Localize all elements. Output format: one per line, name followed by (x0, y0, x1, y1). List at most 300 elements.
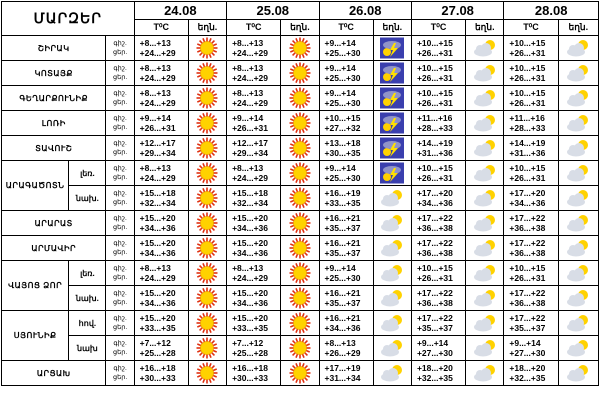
temperature-cell (504, 211, 558, 236)
day-temperature: +25...+30 (324, 98, 361, 108)
day-temperature: +32...+34 (232, 198, 268, 208)
temperature-cell (134, 61, 188, 86)
region-name: ԱՐՄԱՎԻՐ (2, 236, 106, 261)
temperature-cell (319, 236, 373, 261)
sun-icon (192, 287, 222, 309)
day-temperature: +27...+32 (324, 123, 361, 133)
day-temperature: +25...+28 (139, 348, 176, 358)
temperature-cell (411, 261, 465, 286)
weather-column-header: եղն. (281, 20, 319, 36)
weather-icon-cell (373, 236, 411, 261)
night-temperature: +10...+15 (416, 88, 453, 98)
night-temperature: +9...+14 (324, 263, 356, 273)
temperature-cell (411, 86, 465, 111)
temperature-cell (319, 311, 373, 336)
day-label: ցեր. (112, 274, 128, 281)
region-name: ՍՅՈՒՆԻՔ (2, 311, 69, 361)
sun-icon (192, 137, 222, 159)
day-temperature: +36...+38 (509, 298, 546, 308)
night-label: գիշ. (113, 40, 127, 47)
day-temperature: +31...+36 (416, 148, 453, 158)
temperature-cell (504, 261, 558, 286)
day-temperature: +24...+29 (232, 73, 268, 83)
night-temperature: +17...+20 (416, 188, 453, 198)
temperature-cell (504, 361, 558, 386)
night-label: գիշ. (113, 290, 127, 297)
weather-column-header: եղն. (466, 20, 504, 36)
sun-icon (192, 87, 222, 109)
weather-icon-cell (558, 361, 598, 386)
region-name: ԼՈՌԻ (2, 111, 106, 136)
forecast-row (2, 136, 599, 161)
partly-cloudy-icon (563, 37, 593, 59)
day-temperature: +32...+35 (509, 373, 546, 383)
night-temperature: +7...+12 (139, 338, 171, 348)
night-temperature: +14...+19 (416, 138, 453, 148)
day-temperature: +24...+29 (139, 48, 176, 58)
partly-cloudy-icon (563, 162, 593, 184)
partly-cloudy-icon (563, 112, 593, 134)
night-temperature: +15...+20 (139, 213, 176, 223)
day-night-labels (106, 361, 134, 386)
weather-icon-cell (373, 211, 411, 236)
weather-column-header: եղն. (373, 20, 411, 36)
night-temperature: +16...+21 (324, 213, 361, 223)
temperature-cell (319, 211, 373, 236)
day-night-labels (106, 161, 134, 186)
day-temperature: +27...+30 (509, 348, 546, 358)
day-temperature: +36...+38 (416, 298, 453, 308)
night-temperature: +15...+20 (232, 313, 268, 323)
night-temperature: +16...+21 (324, 288, 361, 298)
day-temperature: +34...+36 (232, 298, 268, 308)
night-temperature: +8...+13 (139, 263, 171, 273)
weather-icon-cell (188, 311, 226, 336)
weather-icon-cell (466, 286, 504, 311)
day-night-labels (106, 286, 134, 311)
temperature-cell (504, 236, 558, 261)
night-temperature: +17...+22 (509, 238, 546, 248)
weather-icon-cell (281, 236, 319, 261)
weather-icon-cell (373, 86, 411, 111)
night-label: գիշ. (113, 315, 127, 322)
day-night-labels (106, 311, 134, 336)
weather-icon-cell (281, 86, 319, 111)
day-temperature: +33...+35 (324, 198, 361, 208)
partly-cloudy-icon (377, 212, 407, 234)
night-temperature: +8...+13 (232, 163, 264, 173)
sun-icon (285, 237, 315, 259)
day-temperature: +24...+29 (232, 273, 268, 283)
night-temperature: +12...+17 (139, 138, 176, 148)
thunderstorm-icon (377, 87, 407, 109)
night-temperature: +17...+22 (416, 238, 453, 248)
sun-icon (192, 337, 222, 359)
weather-icon-cell (281, 311, 319, 336)
partly-cloudy-icon (470, 237, 500, 259)
weather-icon-cell (558, 36, 598, 61)
temperature-cell (134, 336, 188, 361)
day-temperature: +34...+36 (509, 198, 546, 208)
night-label: գիշ. (113, 215, 127, 222)
region-name: ԳԵՂԱՐՔՈՒՆԻՔ (2, 86, 106, 111)
day-temperature: +32...+34 (139, 198, 176, 208)
day-night-labels (106, 261, 134, 286)
temperature-cell (227, 286, 281, 311)
day-temperature: +34...+36 (324, 323, 361, 333)
weather-icon-cell (188, 61, 226, 86)
day-label: ցեր. (112, 149, 128, 156)
partly-cloudy-icon (470, 337, 500, 359)
weather-icon-cell (281, 186, 319, 211)
night-label: գիշ. (113, 65, 127, 72)
temperature-cell (411, 186, 465, 211)
temperature-cell (134, 111, 188, 136)
temperature-cell (134, 86, 188, 111)
day-label: ցեր. (112, 174, 128, 181)
night-temperature: +8...+13 (232, 263, 264, 273)
temperature-cell (319, 261, 373, 286)
weather-icon-cell (281, 361, 319, 386)
day-label: ցեր. (112, 199, 128, 206)
day-temperature: +24...+29 (139, 173, 176, 183)
weather-icon-cell (373, 111, 411, 136)
temperature-cell (227, 86, 281, 111)
partly-cloudy-icon (377, 237, 407, 259)
temperature-cell (504, 286, 558, 311)
night-temperature: +9...+14 (509, 338, 541, 348)
day-temperature: +25...+30 (324, 48, 361, 58)
night-temperature: +15...+18 (139, 188, 176, 198)
partly-cloudy-icon (470, 87, 500, 109)
night-temperature: +13...+18 (324, 138, 361, 148)
night-temperature: +8...+13 (139, 163, 171, 173)
temperature-cell (227, 186, 281, 211)
partly-cloudy-icon (377, 287, 407, 309)
partly-cloudy-icon (563, 212, 593, 234)
weather-icon-cell (558, 286, 598, 311)
temperature-cell (319, 86, 373, 111)
night-temperature: +16...+18 (232, 363, 268, 373)
day-label: ցեր. (112, 49, 128, 56)
day-temperature: +35...+37 (324, 248, 361, 258)
sun-icon (192, 262, 222, 284)
date-header: 25.08 (227, 2, 319, 20)
temperature-cell (134, 261, 188, 286)
day-temperature: +34...+36 (139, 298, 176, 308)
weather-icon-cell (466, 111, 504, 136)
weather-icon-cell (558, 111, 598, 136)
partly-cloudy-icon (563, 137, 593, 159)
night-temperature: +10...+15 (509, 63, 546, 73)
weather-icon-cell (373, 161, 411, 186)
day-temperature: +36...+38 (416, 248, 453, 258)
sun-icon (285, 287, 315, 309)
night-temperature: +8...+13 (139, 38, 171, 48)
region-name: ԱՐԱՐԱՏ (2, 211, 106, 236)
thunderstorm-icon (377, 112, 407, 134)
day-label: ցեր. (112, 224, 128, 231)
forecast-row (2, 336, 599, 361)
night-temperature: +10...+15 (509, 163, 546, 173)
sun-icon (285, 362, 315, 384)
day-temperature: +26...+31 (232, 123, 268, 133)
night-temperature: +17...+22 (509, 213, 546, 223)
day-night-labels (106, 336, 134, 361)
forecast-row (2, 361, 599, 386)
weather-icon-cell (466, 36, 504, 61)
night-temperature: +9...+14 (324, 163, 356, 173)
weather-icon-cell (466, 61, 504, 86)
partly-cloudy-icon (470, 212, 500, 234)
temperature-cell (319, 61, 373, 86)
forecast-row (2, 86, 599, 111)
day-temperature: +35...+37 (324, 223, 361, 233)
day-temperature: +36...+38 (416, 223, 453, 233)
weather-icon-cell (188, 36, 226, 61)
thunderstorm-icon (377, 37, 407, 59)
partly-cloudy-icon (377, 187, 407, 209)
night-temperature: +17...+19 (324, 363, 361, 373)
day-temperature: +33...+35 (232, 323, 268, 333)
day-night-labels (106, 61, 134, 86)
night-label: գիշ. (113, 115, 127, 122)
partly-cloudy-icon (470, 187, 500, 209)
sun-icon (285, 112, 315, 134)
weather-icon-cell (466, 161, 504, 186)
weather-icon-cell (188, 111, 226, 136)
sun-icon (285, 62, 315, 84)
night-temperature: +18...+20 (509, 363, 546, 373)
weather-icon-cell (558, 211, 598, 236)
day-temperature: +26...+31 (416, 173, 453, 183)
night-temperature: +10...+15 (416, 263, 453, 273)
partly-cloudy-icon (563, 262, 593, 284)
night-temperature: +9...+14 (324, 63, 356, 73)
day-temperature: +24...+29 (139, 73, 176, 83)
day-temperature: +28...+33 (416, 123, 453, 133)
weather-icon-cell (188, 261, 226, 286)
day-night-labels (106, 236, 134, 261)
night-label: գիշ. (113, 140, 127, 147)
sun-icon (285, 212, 315, 234)
night-label: գիշ. (113, 365, 127, 372)
temperature-cell (227, 261, 281, 286)
weather-icon-cell (373, 286, 411, 311)
night-temperature: +18...+20 (416, 363, 453, 373)
partly-cloudy-icon (377, 262, 407, 284)
night-temperature: +8...+13 (232, 63, 264, 73)
partly-cloudy-icon (563, 312, 593, 334)
weather-icon-cell (281, 61, 319, 86)
night-temperature: +16...+19 (324, 188, 361, 198)
partly-cloudy-icon (377, 337, 407, 359)
day-temperature: +24...+29 (139, 98, 176, 108)
day-temperature: +34...+36 (416, 198, 453, 208)
day-night-labels (106, 186, 134, 211)
temperature-cell (504, 36, 558, 61)
weather-icon-cell (466, 361, 504, 386)
temperature-column-header: T⁰C (411, 20, 465, 36)
night-temperature: +10...+15 (509, 88, 546, 98)
sun-icon (285, 87, 315, 109)
weather-icon-cell (188, 236, 226, 261)
weather-icon-cell (188, 186, 226, 211)
temperature-cell (134, 136, 188, 161)
day-night-labels (106, 211, 134, 236)
night-temperature: +17...+22 (509, 288, 546, 298)
subregion-name: նախ. (69, 186, 106, 211)
temperature-cell (411, 311, 465, 336)
night-temperature: +9...+14 (139, 113, 171, 123)
night-temperature: +17...+20 (509, 188, 546, 198)
night-temperature: +15...+20 (139, 288, 176, 298)
forecast-row (2, 161, 599, 186)
temperature-cell (227, 36, 281, 61)
weather-icon-cell (558, 236, 598, 261)
sun-icon (192, 112, 222, 134)
weather-icon-cell (466, 236, 504, 261)
forecast-row (2, 311, 599, 336)
night-temperature: +11...+16 (509, 113, 545, 123)
night-temperature: +10...+15 (509, 263, 546, 273)
day-label: ցեր. (112, 374, 128, 381)
day-temperature: +34...+36 (139, 248, 176, 258)
temperature-cell (134, 36, 188, 61)
partly-cloudy-icon (470, 112, 500, 134)
temperature-cell (411, 61, 465, 86)
temperature-cell (411, 361, 465, 386)
weather-icon-cell (466, 86, 504, 111)
day-label: ցեր. (112, 249, 128, 256)
temperature-column-header: T⁰C (227, 20, 281, 36)
weather-icon-cell (373, 361, 411, 386)
night-temperature: +8...+13 (232, 88, 264, 98)
temperature-cell (319, 286, 373, 311)
night-temperature: +14...+19 (509, 138, 546, 148)
day-temperature: +35...+37 (509, 323, 546, 333)
subregion-name: հով. (69, 311, 106, 336)
temperature-column-header: T⁰C (319, 20, 373, 36)
sun-icon (285, 187, 315, 209)
day-temperature: +35...+37 (416, 323, 453, 333)
day-temperature: +34...+36 (232, 248, 268, 258)
day-temperature: +26...+31 (416, 273, 453, 283)
date-header: 26.08 (319, 2, 411, 20)
day-label: ցեր. (112, 99, 128, 106)
day-label: ցեր. (112, 324, 128, 331)
date-header: 28.08 (504, 2, 599, 20)
temperature-cell (134, 236, 188, 261)
temperature-cell (319, 186, 373, 211)
day-night-labels (106, 36, 134, 61)
forecast-row (2, 186, 599, 211)
weather-icon-cell (281, 111, 319, 136)
weather-icon-cell (188, 286, 226, 311)
temperature-cell (227, 61, 281, 86)
weather-column-header: եղն. (558, 20, 598, 36)
weather-icon-cell (373, 61, 411, 86)
region-name: ԿՈՏԱՅՔ (2, 61, 106, 86)
night-label: գիշ. (113, 265, 127, 272)
weather-icon-cell (188, 361, 226, 386)
partly-cloudy-icon (470, 262, 500, 284)
temperature-cell (319, 336, 373, 361)
weather-icon-cell (558, 136, 598, 161)
sun-icon (285, 37, 315, 59)
night-label: գիշ. (113, 90, 127, 97)
temperature-cell (319, 111, 373, 136)
night-label: գիշ. (113, 190, 127, 197)
temperature-column-header: T⁰C (504, 20, 558, 36)
weather-icon-cell (466, 211, 504, 236)
temperature-cell (227, 211, 281, 236)
weather-icon-cell (373, 261, 411, 286)
night-label: գիշ. (113, 240, 127, 247)
day-temperature: +36...+38 (509, 248, 546, 258)
sun-icon (285, 162, 315, 184)
temperature-cell (227, 236, 281, 261)
regions-header: ՄԱՐԶԵՐ (2, 2, 135, 36)
sun-icon (192, 62, 222, 84)
region-name: ԱՐԱԳԱԾՈՏՆ (2, 161, 69, 211)
weather-icon-cell (281, 286, 319, 311)
partly-cloudy-icon (563, 87, 593, 109)
night-temperature: +15...+18 (232, 188, 268, 198)
day-temperature: +25...+30 (324, 273, 361, 283)
temperature-cell (504, 111, 558, 136)
partly-cloudy-icon (470, 62, 500, 84)
temperature-cell (411, 111, 465, 136)
thunderstorm-icon (377, 162, 407, 184)
subregion-name: նախ. (69, 286, 106, 311)
night-temperature: +8...+13 (232, 38, 264, 48)
weather-icon-cell (373, 36, 411, 61)
sun-icon (192, 362, 222, 384)
weather-icon-cell (281, 161, 319, 186)
weather-icon-cell (558, 86, 598, 111)
weather-icon-cell (558, 61, 598, 86)
weather-icon-cell (188, 136, 226, 161)
day-temperature: +31...+34 (324, 373, 361, 383)
weather-icon-cell (466, 311, 504, 336)
temperature-cell (134, 161, 188, 186)
sun-icon (285, 337, 315, 359)
weather-icon-cell (558, 311, 598, 336)
night-temperature: +7...+12 (232, 338, 264, 348)
night-temperature: +15...+20 (232, 213, 268, 223)
temperature-cell (411, 161, 465, 186)
day-temperature: +32...+35 (416, 373, 453, 383)
partly-cloudy-icon (470, 312, 500, 334)
night-temperature: +8...+13 (324, 338, 356, 348)
night-temperature: +8...+13 (139, 88, 171, 98)
temperature-cell (134, 311, 188, 336)
night-temperature: +10...+15 (324, 113, 361, 123)
sun-icon (192, 237, 222, 259)
thunderstorm-icon (377, 62, 407, 84)
temperature-cell (319, 136, 373, 161)
day-temperature: +26...+31 (509, 273, 546, 283)
day-label: ցեր. (112, 74, 128, 81)
night-temperature: +16...+21 (324, 313, 361, 323)
night-temperature: +10...+15 (416, 38, 453, 48)
night-temperature: +11...+16 (416, 113, 453, 123)
weather-icon-cell (466, 136, 504, 161)
temperature-cell (411, 286, 465, 311)
day-temperature: +30...+33 (232, 373, 268, 383)
day-night-labels (106, 111, 134, 136)
